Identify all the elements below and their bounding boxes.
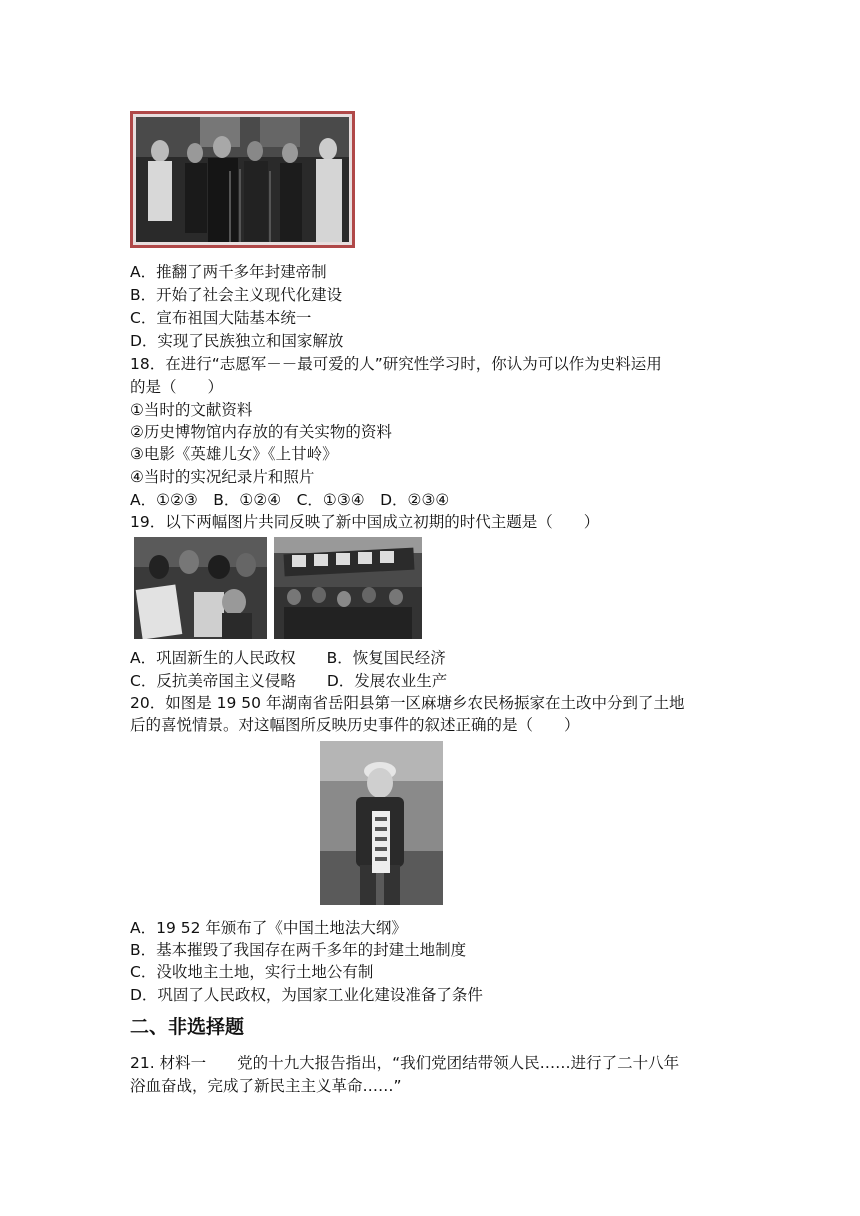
q17-option-d: D．实现了民族独立和国家解放 [130,332,344,350]
q17-option-a: A．推翻了两千多年封建帝制 [130,263,327,281]
farmer-land-deed-image [320,741,443,905]
q17-option-b: B．开始了社会主义现代化建设 [130,286,343,304]
q18-item-4: ④当时的实况纪录片和照片 [130,468,315,486]
crowd-leaflet-image [134,537,267,639]
q18-item-2: ②历史博物馆内存放的有关实物的资料 [130,423,392,441]
q19-photo-right [274,537,422,639]
q19-options-row1: A．巩固新生的人民政权 B．恢复国民经济 [130,649,446,667]
q17-option-c: C．宣布祖国大陆基本统一 [130,309,312,327]
q20-farmer-photo [320,741,443,905]
q18-stem-line1: 18．在进行“志愿军－－最可爱的人”研究性学习时，你认为可以作为史料运用 [130,355,662,373]
q19-photo-left [134,537,267,639]
q19-stem: 19．以下两幅图片共同反映了新中国成立初期的时代主题是（ ） [130,513,600,531]
q21-line2: 浴血奋战，完成了新民主主义革命……” [130,1077,402,1095]
q20-stem-line1: 20．如图是 19 50 年湖南省岳阳县第一区麻塘乡农民杨振家在土改中分到了土地 [130,694,685,712]
founding-ceremony-photo [130,111,355,248]
q18-item-3: ③电影《英雄儿女》《上甘岭》 [130,445,338,463]
q18-stem-line2: 的是（ ） [130,378,224,396]
q20-option-c: C．没收地主土地，实行土地公有制 [130,963,374,981]
q20-option-b: B．基本摧毁了我国存在两千多年的封建土地制度 [130,941,467,959]
q20-option-a: A．19 52 年颁布了《中国土地法大纲》 [130,919,407,937]
q21-line1: 21. 材料一 党的十九大报告指出，“我们党团结带领人民……进行了二十八年 [130,1054,680,1072]
q19-options-row2: C．反抗美帝国主义侵略 D．发展农业生产 [130,672,448,690]
q20-stem-line2: 后的喜悦情景。对这幅图所反映历史事件的叙述正确的是（ ） [130,716,580,734]
parade-banner-image [274,537,422,639]
q20-option-d: D．巩固了人民政权，为国家工业化建设准备了条件 [130,986,483,1004]
section2-heading: 二、非选择题 [130,1016,245,1038]
q18-item-1: ①当时的文献资料 [130,401,253,419]
founding-ceremony-image [130,111,355,248]
q18-options: A．①②③ B．①②④ C．①③④ D．②③④ [130,491,450,509]
